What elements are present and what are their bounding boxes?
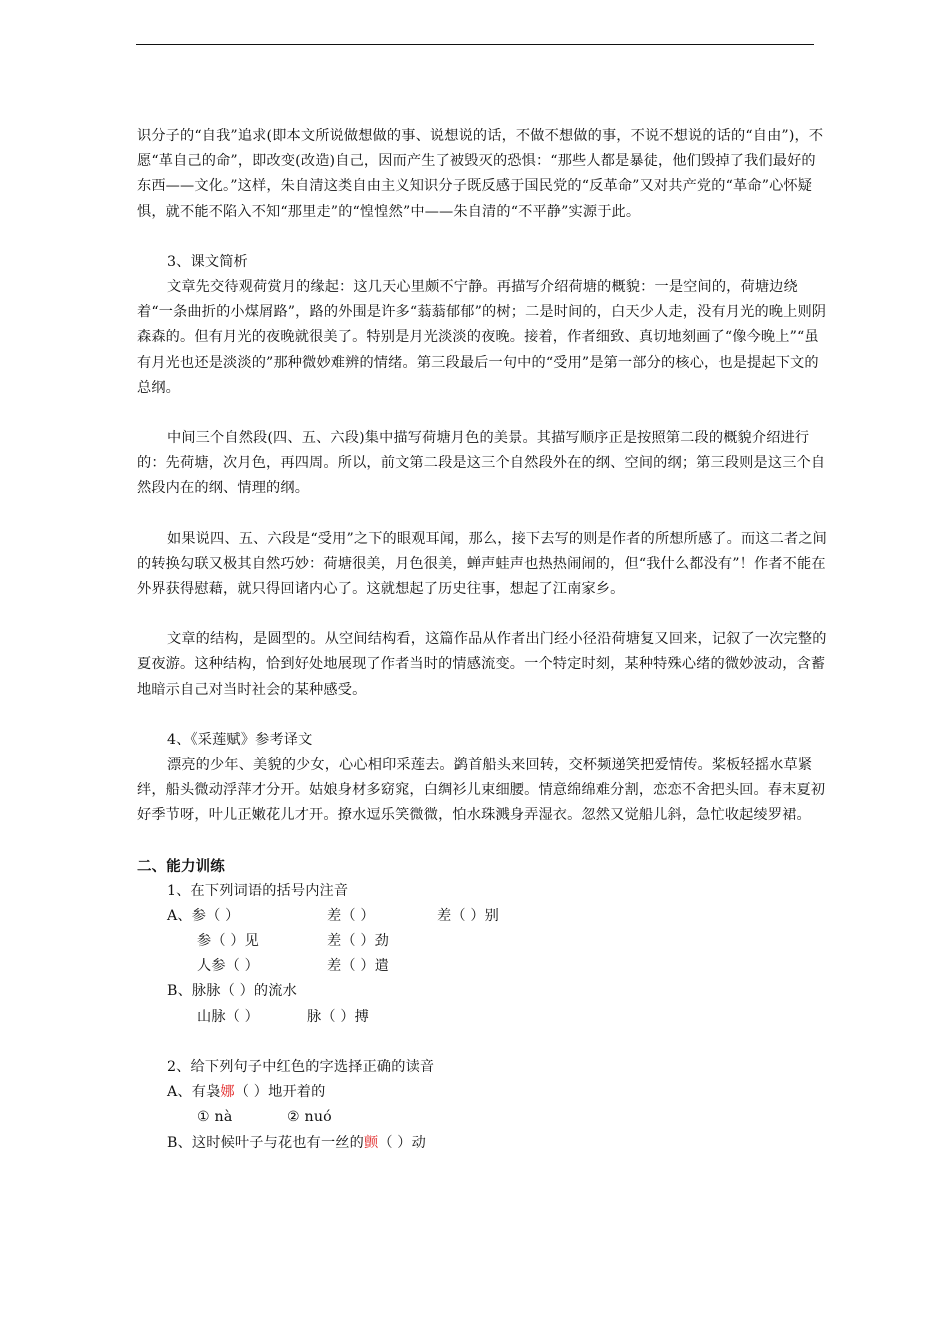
sentence-text: （ ）地开着的 [234,1084,326,1101]
question-2-title: 2、给下列句子中红色的字选择正确的读音 [167,1058,435,1075]
sentence-text: B、这时候叶子与花也有一丝的 [167,1134,364,1151]
spacer [137,829,827,854]
question-1-row-a1 [137,904,827,929]
spacer [137,401,827,426]
paragraph-analysis-1: 文章先交待观荷赏月的缘起：这几天心里颇不宁静。再描写介绍荷塘的概貌：一是空间的，荷塘边绕着“一条曲折的小煤屑路”，路的外围是许多“蓊蓊郁郁”的树；二是时间的，白天少人走，没有月光的晚上则阴森森的。但有月光的夜晚就很美了。特别是月光淡淡的夜晚。接着，作者细致、真切地刻画了“像今晚上”“虽有月光也还是淡淡的”那种微妙难辨的情绪。第三段最后一句中的“受用”是第一部分的核心，也是提起下文的总纲。 [137,279,827,396]
highlighted-character: 颤 [363,1134,379,1151]
blank-item: 人参（ ） [197,958,260,975]
section-ability-heading: 二、能力训练 [137,857,225,875]
blank-item: 脉（ ）搏 [307,1008,370,1025]
section-3-heading: 3、课文简析 [167,253,248,270]
question-1-row-b1: B、脉脉（ ）的流水 [167,983,297,1000]
paragraph-analysis-3: 如果说四、五、六段是“受用”之下的眼观耳闻，那么，接下去写的则是作者的所想所感了。而这二者之间的转换勾联又极其自然巧妙：荷塘很美，月色很美，蝉声蛙声也热热闹闹的，但“我什么都没有”！作者不能在外界获得慰藉，就只得回诸内心了。这就想起了历史往事，想起了江南家乡。 [137,530,827,598]
blank-item: 差（ ）遣 [327,958,390,975]
blank-item: A、参（ ） [167,907,240,924]
question-1-title: 1、在下列词语的括号内注音 [167,882,349,899]
spacer [137,225,827,250]
choice-option: ② nuó [287,1109,332,1126]
question-1-row-a3 [137,954,827,979]
document-body [137,124,827,1156]
spacer [137,703,827,728]
blank-item: 参（ ）见 [197,933,260,950]
sentence-text: A、有袅 [167,1084,221,1101]
spacer [137,602,827,627]
sentence-text: （ ）动 [378,1134,426,1151]
choice-option: ① nà [197,1109,233,1126]
blank-item: 差（ ） [327,907,375,924]
spacer [137,1030,827,1055]
question-2-item-a [137,1080,827,1105]
paragraph-analysis-2: 中间三个自然段(四、五、六段)集中描写荷塘月色的美景。其描写顺序正是按照第二段的概貌介绍进行的：先荷塘，次月色，再四周。所以，前文第二段是这三个自然段外在的纲、空间的纲；第三段则是这三个自然段内在的纲、情理的纲。 [137,430,826,497]
section-4-heading: 4、《采莲赋》参考译文 [167,731,313,748]
paragraph-translation: 漂亮的少年、美貌的少女，心心相印采莲去。鹢首船头来回转，交杯频递笑把爱情传。桨板轻摇水草紧绊，船头微动浮萍才分开。姑娘身材多窈窕，白绸衫儿束细腰。情意绵绵难分割，恋恋不舍把头回。春末夏初好季节呀，叶儿正嫩花儿才开。撩水逗乐笑微微，怕水珠溅身弄湿衣。忽然又觉船儿斜，急忙收起绫罗裙。 [137,757,826,824]
paragraph-intellectuals: 识分子的“自我”追求(即本文所说做想做的事、说想说的话，不做不想做的事，不说不想说的话的“自由”)，不愿“革自己的命”，即改变(改造)自己，因而产生了被毁灭的恐惧：“那些人都是暴徒，他们毁掉了我们最好的东西——文化。”这样，朱自清这类自由主义知识分子既反感于国民党的“反革命”又对共产党的“革命”心怀疑惧，就不能不陷入不知“那里走”的“惶惶然”中——朱自清的“不平静”实源于此。 [137,128,824,220]
question-1-row-b2 [137,1005,827,1030]
spacer [137,502,827,527]
question-2-item-b [137,1131,827,1156]
blank-item: 山脉（ ） [197,1008,260,1025]
blank-item: 差（ ）劲 [327,933,390,950]
header-rule [136,44,814,45]
paragraph-structure: 文章的结构，是圆型的。从空间结构看，这篇作品从作者出门经小径沿荷塘复又回来，记叙了一次完整的夏夜游。这种结构，恰到好处地展现了作者当时的情感流变。一个特定时刻，某种特殊心绪的微妙波动，含蓄地暗示自己对当时社会的某种感受。 [137,631,827,698]
question-1-row-a2 [137,929,827,954]
blank-item: 差（ ）别 [437,907,500,924]
highlighted-character: 娜 [220,1084,235,1101]
question-2-options-a [137,1105,827,1130]
